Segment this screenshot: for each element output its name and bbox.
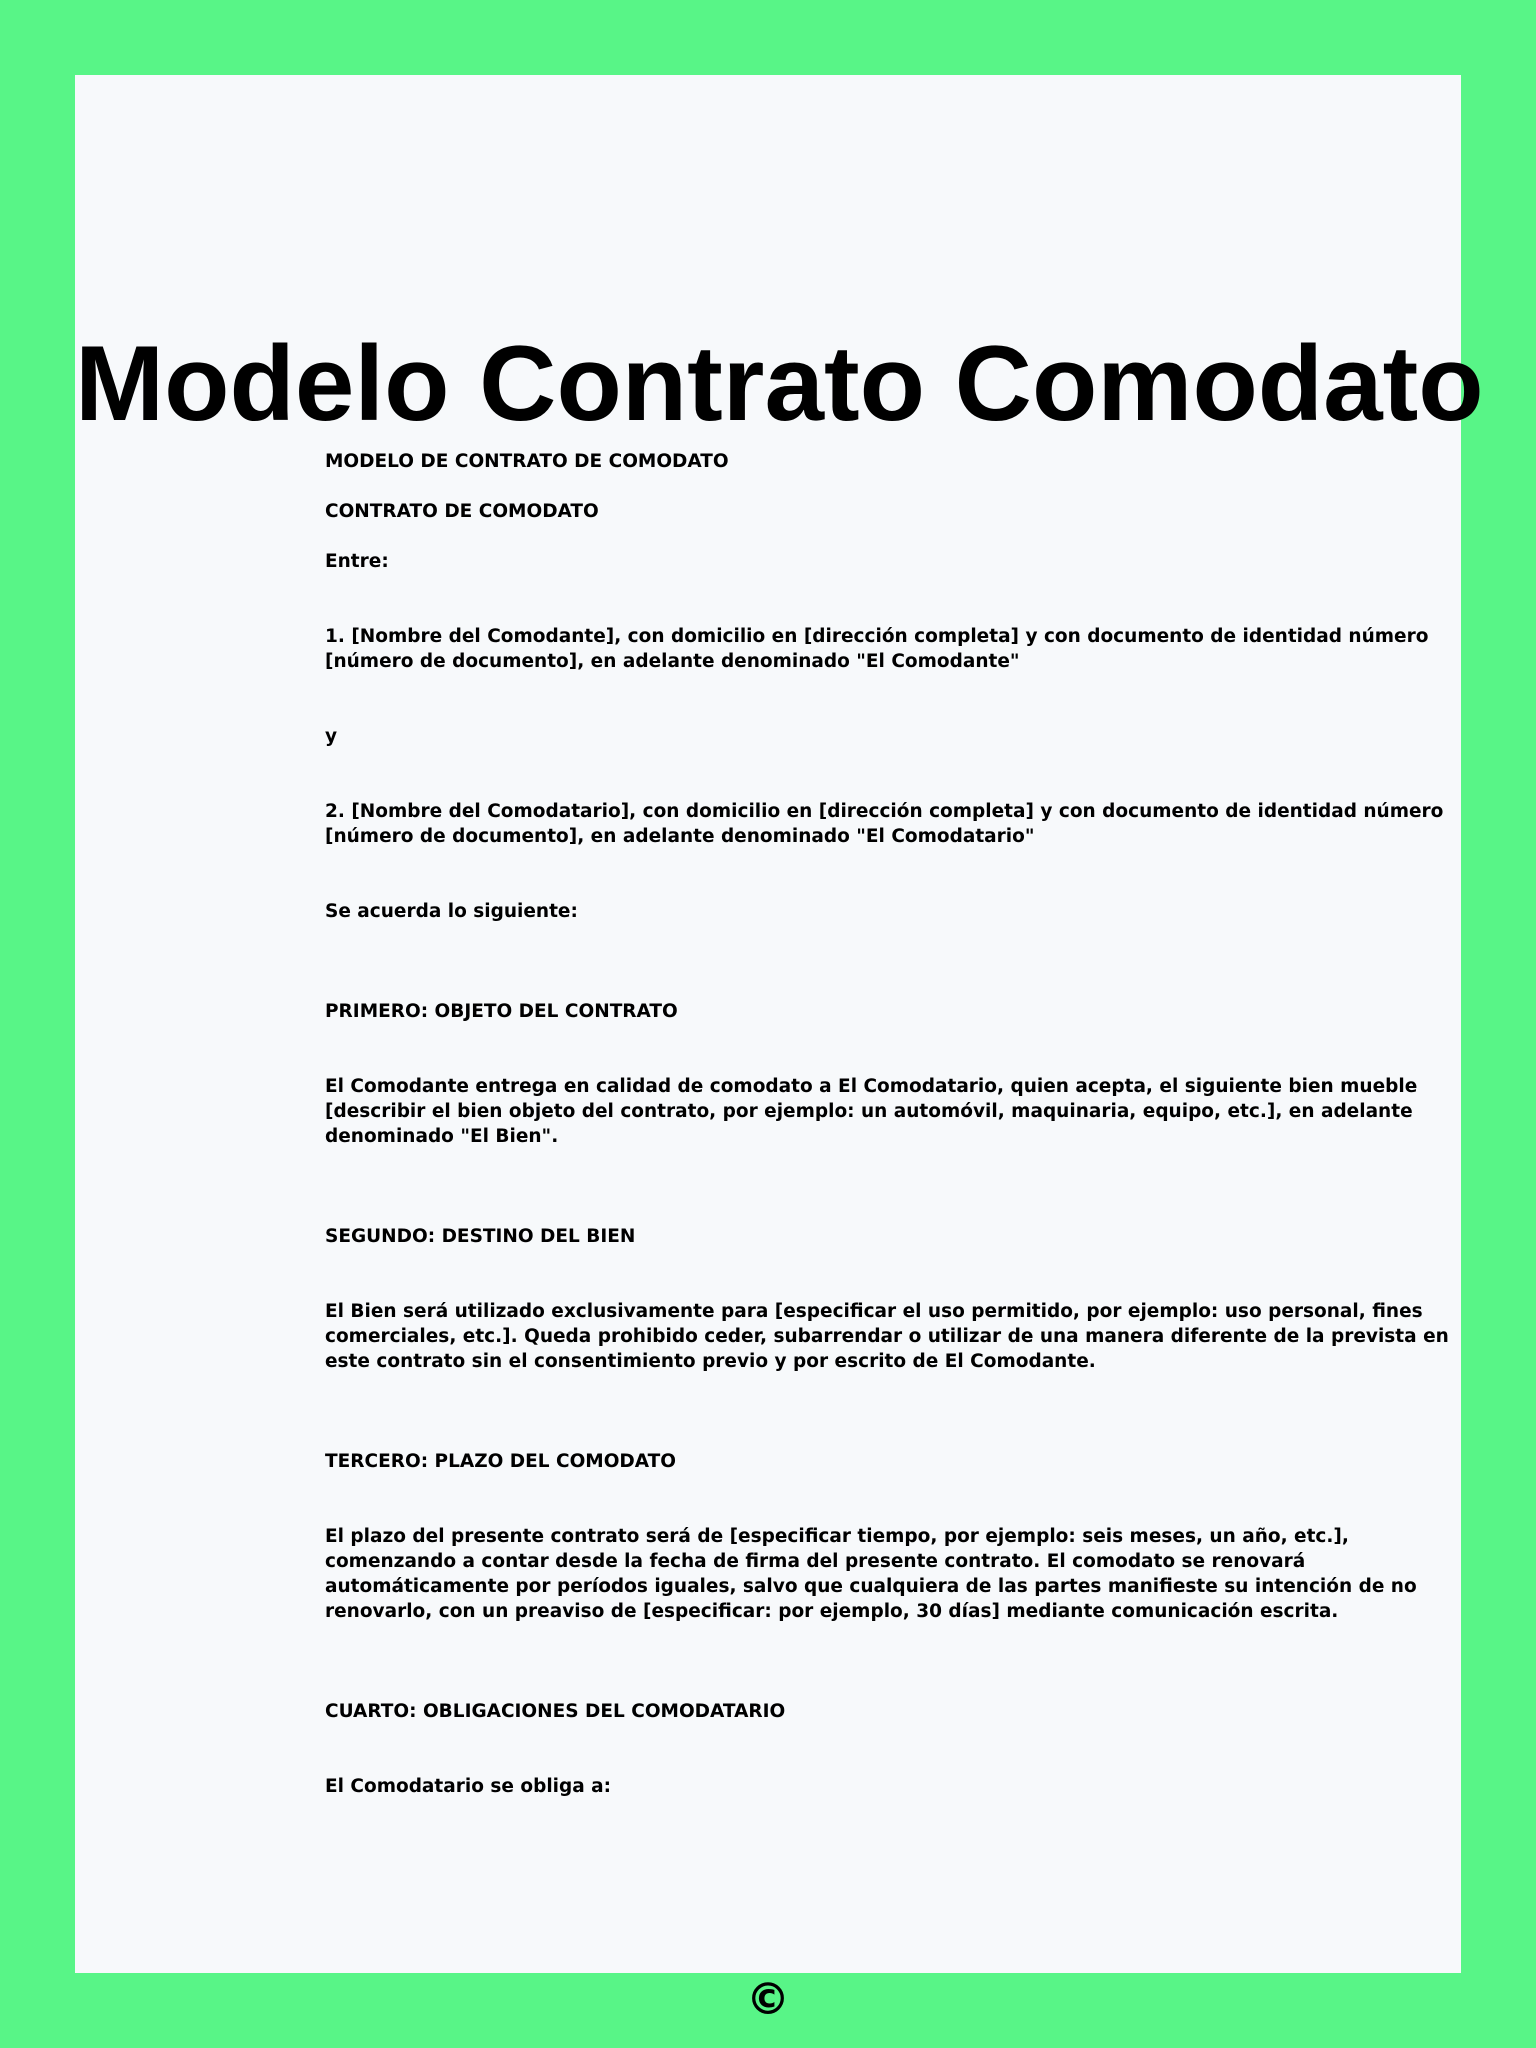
heading-modelo: MODELO DE CONTRATO DE COMODATO — [325, 451, 729, 472]
clause-segundo-line-3: este contrato sin el consentimiento previo y por escrito de El Comodante. — [325, 1351, 1096, 1372]
clause-cuarto-line-1: El Comodatario se obliga a: — [325, 1776, 612, 1797]
text-y: y — [325, 726, 338, 747]
text-entre: Entre: — [325, 551, 389, 572]
document-title: Modelo Contrato Comodato — [75, 323, 1484, 443]
clause-tercero-heading: TERCERO: PLAZO DEL COMODATO — [325, 1451, 677, 1472]
clause-primero-line-1: El Comodante entrega en calidad de comodato a El Comodatario, quien acepta, el siguiente bien mueble — [325, 1076, 1418, 1097]
party-2-line-2: [número de documento], en adelante denominado "El Comodatario" — [325, 826, 1035, 847]
clause-tercero-line-1: El plazo del presente contrato será de [especificar tiempo, por ejemplo: seis meses, un año, etc.], — [325, 1526, 1349, 1547]
clause-primero-line-2: [describir el bien objeto del contrato, por ejemplo: un automóvil, maquinaria, equipo, etc.], en adelante — [325, 1101, 1413, 1122]
copyright-icon: © — [746, 1974, 790, 2025]
party-1-line-1: 1. [Nombre del Comodante], con domicilio en [dirección completa] y con documento de identidad número — [325, 626, 1429, 647]
text-se-acuerda: Se acuerda lo siguiente: — [325, 901, 578, 922]
clause-primero-heading: PRIMERO: OBJETO DEL CONTRATO — [325, 1001, 678, 1022]
party-1-line-2: [número de documento], en adelante denominado "El Comodante" — [325, 651, 1020, 672]
clause-tercero-line-2: comenzando a contar desde la fecha de firma del presente contrato. El comodato se renovará — [325, 1551, 1306, 1572]
clause-segundo-line-1: El Bien será utilizado exclusivamente para [especificar el uso permitido, por ejemplo: uso personal, fines — [325, 1301, 1423, 1322]
clause-primero-line-3: denominado "El Bien". — [325, 1126, 559, 1147]
clause-segundo-line-2: comerciales, etc.]. Queda prohibido ceder, subarrendar o utilizar de una manera diferente de la prevista en — [325, 1326, 1449, 1347]
clause-cuarto-heading: CUARTO: OBLIGACIONES DEL COMODATARIO — [325, 1701, 786, 1722]
heading-contrato: CONTRATO DE COMODATO — [325, 501, 599, 522]
clause-segundo-heading: SEGUNDO: DESTINO DEL BIEN — [325, 1226, 636, 1247]
party-2-line-1: 2. [Nombre del Comodatario], con domicilio en [dirección completa] y con documento de identidad número — [325, 801, 1444, 822]
document-page — [75, 75, 1484, 2025]
clause-tercero-line-3: automáticamente por períodos iguales, salvo que cualquiera de las partes manifieste su intención de no — [325, 1576, 1417, 1597]
clause-tercero-line-4: renovarlo, con un preaviso de [especificar: por ejemplo, 30 días] mediante comunicación escrita. — [325, 1601, 1339, 1622]
